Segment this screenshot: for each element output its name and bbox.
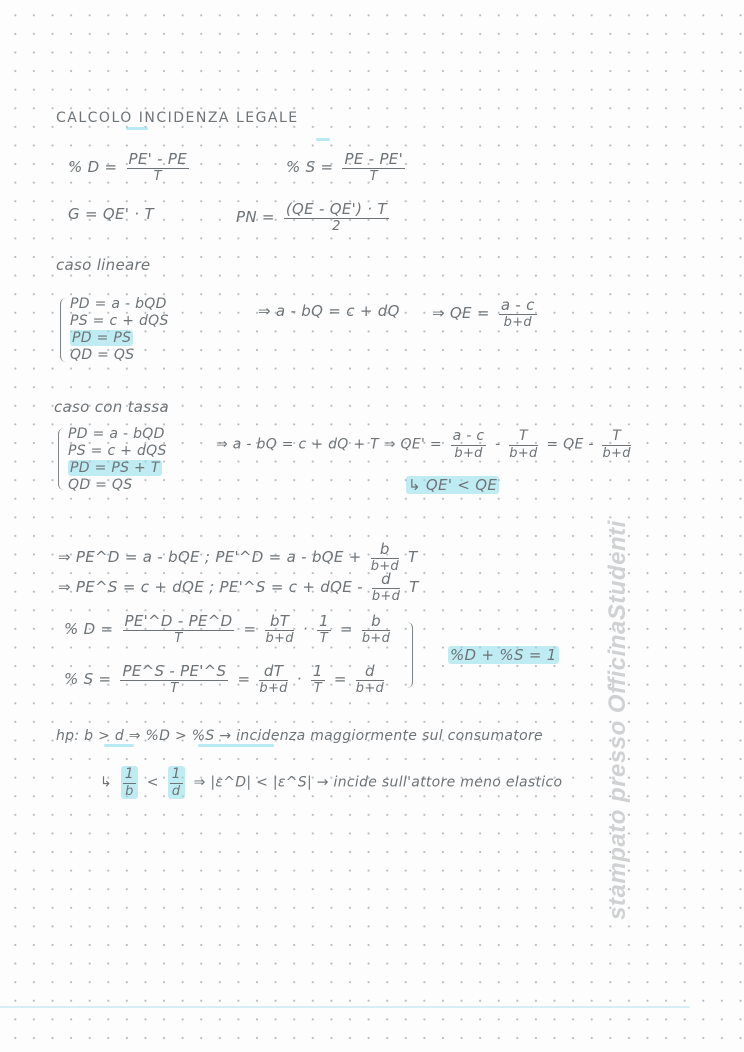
highlight-mark xyxy=(198,744,274,747)
watermark: stampato presso OfficinaStudenti xyxy=(604,520,631,920)
pct-s-derivation: % S = $\frac{PE\^{}S - PE'\^{}S}{T}$ = $\frac{dT}{b+d}$ · $\frac{1}{T}$ = $\frac{d}{b+d}$ xyxy=(64,662,385,696)
pct-s-definition: % S = $\frac{PE - PE'}{T}$ xyxy=(286,150,403,184)
highlight-mark xyxy=(316,138,330,141)
highlight-mark xyxy=(104,744,134,747)
pct-sum: %D + %S = 1 xyxy=(450,646,557,664)
system-brace xyxy=(58,428,65,490)
pn-definition: PN = $\frac{(QE - QE') \cdot T}{2}$ xyxy=(236,200,387,234)
linear-equation: ⇒ a - bQ = c + dQ xyxy=(258,302,400,320)
linear-system-line: QD = QS xyxy=(70,347,135,363)
highlight-mark xyxy=(126,127,148,130)
tax-system-line: PD = a - bQD xyxy=(68,426,165,442)
tax-equation: ⇒ a - bQ = c + dQ + T ⇒ QE' = $\frac{a - c}{b+d}$ - $\frac{T}{b+d}$ = QE - $\frac{T}{b+d}$ xyxy=(216,428,631,461)
linear-system-line: PD = a - bQD xyxy=(70,296,167,312)
system-brace xyxy=(60,298,67,362)
tax-case-heading: caso con tassa xyxy=(54,398,169,416)
page-bottom-rule xyxy=(0,1006,690,1008)
elasticity-line: ↳ $\frac{1}{b}$ < $\frac{1}{d}$ ⇒ |ε^D| < |ε^S| → incide sull'attore meno elastico xyxy=(100,766,563,799)
linear-case-heading: caso lineare xyxy=(56,256,151,274)
pct-d-derivation: % D = $\frac{PE'\^{}D - PE\^{}D}{T}$ = $\frac{bT}{b+d}$ · $\frac{1}{T}$ = $\frac{b}{b+d}$ xyxy=(64,612,391,646)
tax-system-line: PD = PS + T xyxy=(70,460,160,476)
hypothesis-line: hp: b > d ⇒ %D > %S → incidenza maggiormente sul consumatore xyxy=(56,728,543,744)
tax-conclusion: ↳ QE' < QE xyxy=(408,476,498,494)
pct-d-definition: % D = $\frac{PE' - PE}{T}$ xyxy=(68,150,188,184)
right-brace xyxy=(402,622,413,688)
linear-system-line: PS = c + dQS xyxy=(70,313,169,329)
price-supply-line: ⇒ PE^S = c + dQE ; PE'^S = c + dQE - $\frac{d}{b+d}$ T xyxy=(58,570,419,604)
linear-system-line: PD = PS xyxy=(72,330,132,346)
tax-system-line: QD = QS xyxy=(68,477,133,493)
price-demand-line: ⇒ PE^D = a - bQE ; PE'^D = a - bQE + $\frac{b}{b+d}$ T xyxy=(58,540,418,574)
gettito-definition: G = QE' · T xyxy=(68,205,154,223)
linear-result: ⇒ QE = $\frac{a - c}{b+d}$ xyxy=(432,296,535,330)
page-title: CALCOLO INCIDENZA LEGALE xyxy=(56,110,299,126)
tax-system-line: PS = c + dQS xyxy=(68,443,167,459)
